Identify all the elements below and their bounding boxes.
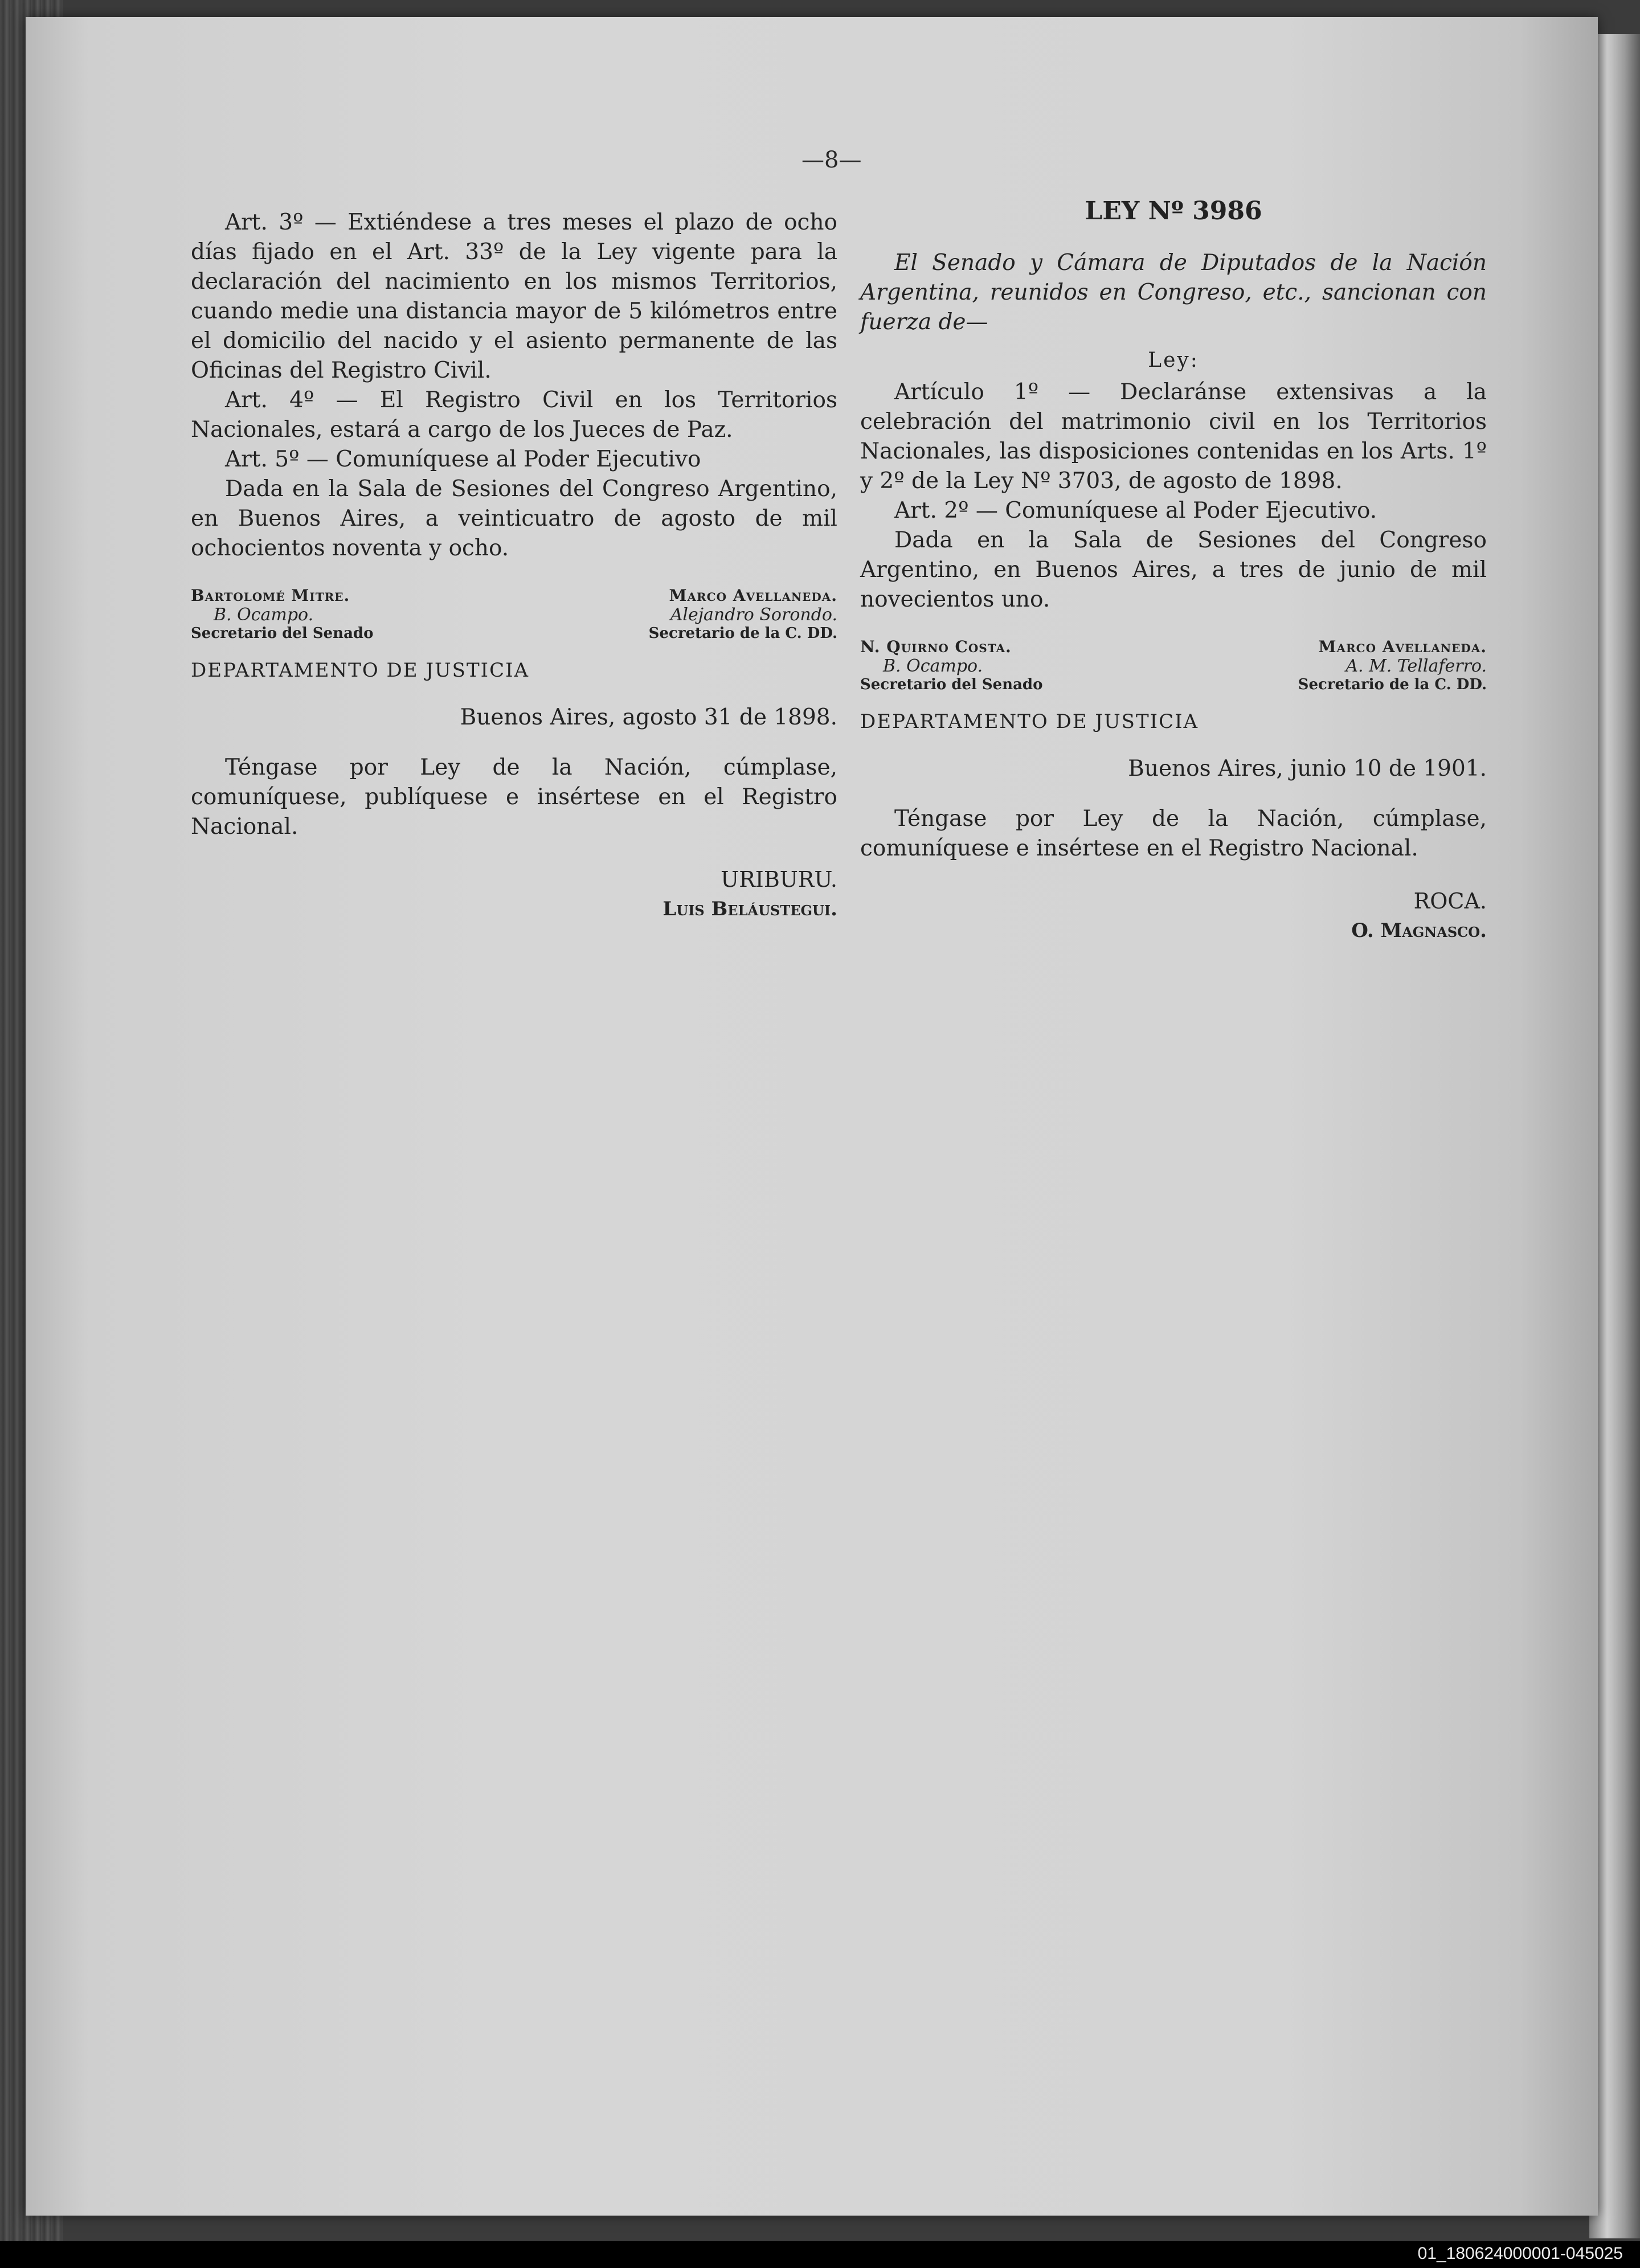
- article-5: Art. 5º — Comuníquese al Poder Ejecutivo: [225, 447, 701, 472]
- signatory-name: Bartolomé Mitre.: [191, 586, 350, 605]
- date-line: Buenos Aires, junio 10 de 1901.: [1128, 756, 1487, 781]
- secretary-name: Alejandro Sorondo.: [670, 605, 837, 625]
- final-signatures: [191, 865, 837, 924]
- minister-signature: Luis Beláustegui.: [662, 898, 837, 920]
- page-number: —8—: [801, 147, 862, 173]
- secretary-name: B. Ocampo.: [214, 605, 314, 625]
- date-line: Buenos Aires, agosto 31 de 1898.: [460, 705, 837, 730]
- article-4: Art. 4º — El Registro Civil en los Territorios Nacionales, estará a cargo de los Jueces de Paz.: [191, 387, 837, 443]
- signatory-name: Marco Avellaneda.: [669, 586, 837, 605]
- signature-right: [1298, 637, 1487, 693]
- signatory-name: Marco Avellaneda.: [1318, 637, 1487, 656]
- department-heading: DEPARTAMENTO DE JUSTICIA: [191, 659, 530, 682]
- article-2: Art. 2º — Comuníquese al Poder Ejecutivo.: [894, 498, 1377, 523]
- secretary-name: A. M. Tellaferro.: [1345, 656, 1487, 676]
- signature-row: [191, 586, 837, 642]
- secretary-role: Secretario del Senado: [860, 676, 1043, 693]
- article-3: Art. 3º — Extiéndese a tres meses el plazo de ocho días fijado en el Art. 33º de la Ley vigente para la declaración del nacimiento en los mismos Territorios, cuando medie una distancia mayor de 5 kilómetros entre el domicilio del nacido y el asiento permanente de las Oficinas del Registro Civil.: [191, 210, 837, 383]
- signature-left: [860, 637, 1042, 693]
- left-column: [191, 208, 837, 924]
- signature-right: [649, 586, 837, 642]
- secretary-role: Secretario de la C. DD.: [648, 625, 837, 642]
- given-in-session: Dada en la Sala de Sesiones del Congreso Argentino, en Buenos Aires, a veinticuatro de agosto de mil ochocientos noventa y ocho.: [191, 476, 837, 561]
- ley-heading: Ley:: [1148, 349, 1199, 372]
- footer-bar: [0, 2241, 1640, 2268]
- signature-row: [860, 637, 1487, 693]
- president-signature: ROCA.: [1413, 889, 1487, 914]
- decree-text: Téngase por Ley de la Nación, cúmplase, comuníquese, publíquese e insértese en el Registro Nacional.: [191, 755, 837, 840]
- secretary-role: Secretario del Senado: [191, 625, 374, 642]
- secretary-name: B. Ocampo.: [883, 656, 983, 676]
- preamble: El Senado y Cámara de Diputados de la Nación Argentina, reunidos en Congreso, etc., sancionan con fuerza de—: [860, 250, 1487, 335]
- given-in-session: Dada en la Sala de Sesiones del Congreso Argentino, en Buenos Aires, a tres de junio de mil novecientos uno.: [860, 527, 1487, 612]
- president-signature: URIBURU.: [721, 867, 837, 892]
- signature-left: [191, 586, 373, 642]
- minister-signature: O. Magnasco.: [1351, 919, 1487, 942]
- right-column: [860, 196, 1487, 945]
- document-page: [26, 17, 1598, 2216]
- signatory-name: N. Quirno Costa.: [860, 637, 1012, 656]
- secretary-role: Secretario de la C. DD.: [1298, 676, 1487, 693]
- department-heading: DEPARTAMENTO DE JUSTICIA: [860, 710, 1199, 733]
- article-1: Artículo 1º — Declaránse extensivas a la celebración del matrimonio civil en los Territorios Nacionales, las disposiciones contenidas en los Arts. 1º y 2º de la Ley Nº 3703, de agosto de 1898.: [860, 379, 1487, 494]
- decree-text: Téngase por Ley de la Nación, cúmplase, comuníquese e insértese en el Registro Nacional.: [860, 806, 1487, 861]
- law-title: LEY Nº 3986: [1085, 196, 1262, 226]
- final-signatures: [860, 886, 1487, 945]
- scan-id: 01_180624000001-045025: [1417, 2244, 1623, 2263]
